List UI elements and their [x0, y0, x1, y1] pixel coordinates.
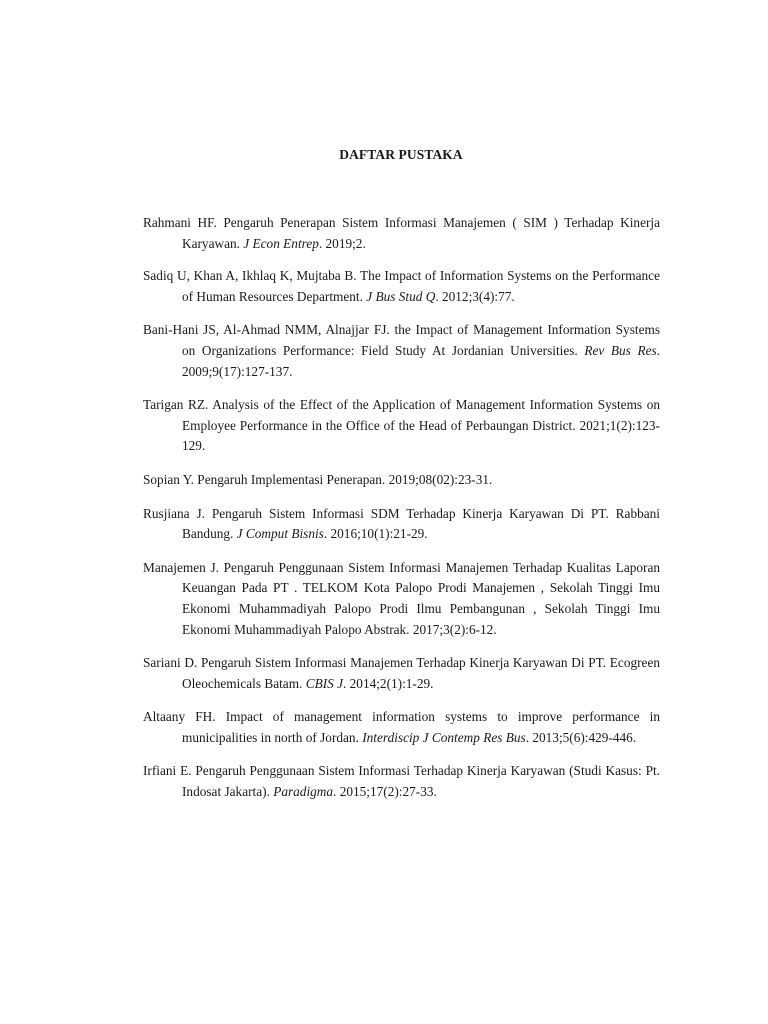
reference-text: Sadiq U, Khan A, Ikhlaq K, Mujtaba B. The Impact of Information Systems on the Performance of Human Resources Department. — [143, 268, 660, 304]
reference-item — [143, 266, 660, 307]
reference-journal: Interdiscip J Contemp Res Bus — [362, 729, 526, 745]
reference-text: Tarigan RZ. Analysis of the Effect of the Application of Management Information Systems on Employee Performance in the Office of the Head of Perbaungan District. 2021;1(2):123-129. — [143, 397, 660, 454]
reference-text: Bani-Hani JS, Al-Ahmad NMM, Alnajjar FJ. the Impact of Management Information Systems on Organizations Performance: Field Study At Jordanian Universities. — [143, 322, 660, 358]
reference-journal: Rev Bus Res — [584, 342, 657, 358]
reference-journal: J Bus Stud Q — [366, 288, 436, 304]
reference-details: . 2012;3(4):77. — [435, 288, 515, 304]
reference-text: Altaany FH. Impact of management information systems to improve performance in municipalities in north of Jordan. — [143, 709, 660, 745]
reference-text: Sariani D. Pengaruh Sistem Informasi Manajemen Terhadap Kinerja Karyawan Di PT. Ecogreen Oleochemicals Batam. — [143, 655, 660, 691]
reference-item — [143, 470, 660, 491]
reference-journal: Paradigma — [273, 784, 334, 800]
reference-journal: J Comput Bisnis — [236, 526, 324, 542]
reference-text: Rahmani HF. Pengaruh Penerapan Sistem Informasi Manajemen ( SIM ) Terhadap Kinerja Karyawan. — [143, 215, 660, 251]
reference-details: . 2019;2. — [318, 235, 366, 251]
reference-list — [143, 213, 660, 816]
reference-details: . 2016;10(1):21-29. — [323, 526, 428, 542]
reference-details: . 2014;2(1):1-29. — [343, 675, 434, 691]
reference-text: Sopian Y. Pengaruh Implementasi Penerapan. 2019;08(02):23-31. — [143, 471, 493, 487]
reference-item — [143, 395, 660, 457]
reference-text: Manajemen J. Pengaruh Penggunaan Sistem Informasi Manajemen Terhadap Kualitas Laporan Keuangan Pada PT . TELKOM Kota Palopo Prodi Manajemen , Sekolah Tinggi Imu Ekonomi Muhammadiyah Palopo Prodi Ilmu Pembangunan , Sekolah Tinggi Imu Ekonomi Muhammadiyah Palopo Abstrak. 2017;3(2):6-12. — [143, 559, 660, 637]
reference-item — [143, 653, 660, 694]
reference-details: . 2015;17(2):27-33. — [333, 784, 437, 800]
reference-item — [143, 707, 660, 748]
reference-details: . 2013;5(6):429-446. — [525, 729, 637, 745]
reference-details: . 2009;9(17):127-137. — [182, 342, 660, 379]
reference-journal: J Econ Entrep — [243, 235, 319, 251]
page-title: DAFTAR PUSTAKA — [339, 147, 463, 162]
reference-item — [143, 761, 660, 802]
reference-item — [143, 558, 660, 640]
reference-journal: CBIS J — [305, 675, 343, 691]
reference-text: Irfiani E. Pengaruh Penggunaan Sistem Informasi Terhadap Kinerja Karyawan (Studi Kasus: Pt. Indosat Jakarta). — [143, 763, 660, 800]
reference-item — [143, 213, 660, 254]
reference-item — [143, 320, 660, 382]
reference-item — [143, 504, 660, 545]
reference-text: Rusjiana J. Pengaruh Sistem Informasi SDM Terhadap Kinerja Karyawan Di PT. Rabbani Bandung. — [143, 505, 660, 542]
